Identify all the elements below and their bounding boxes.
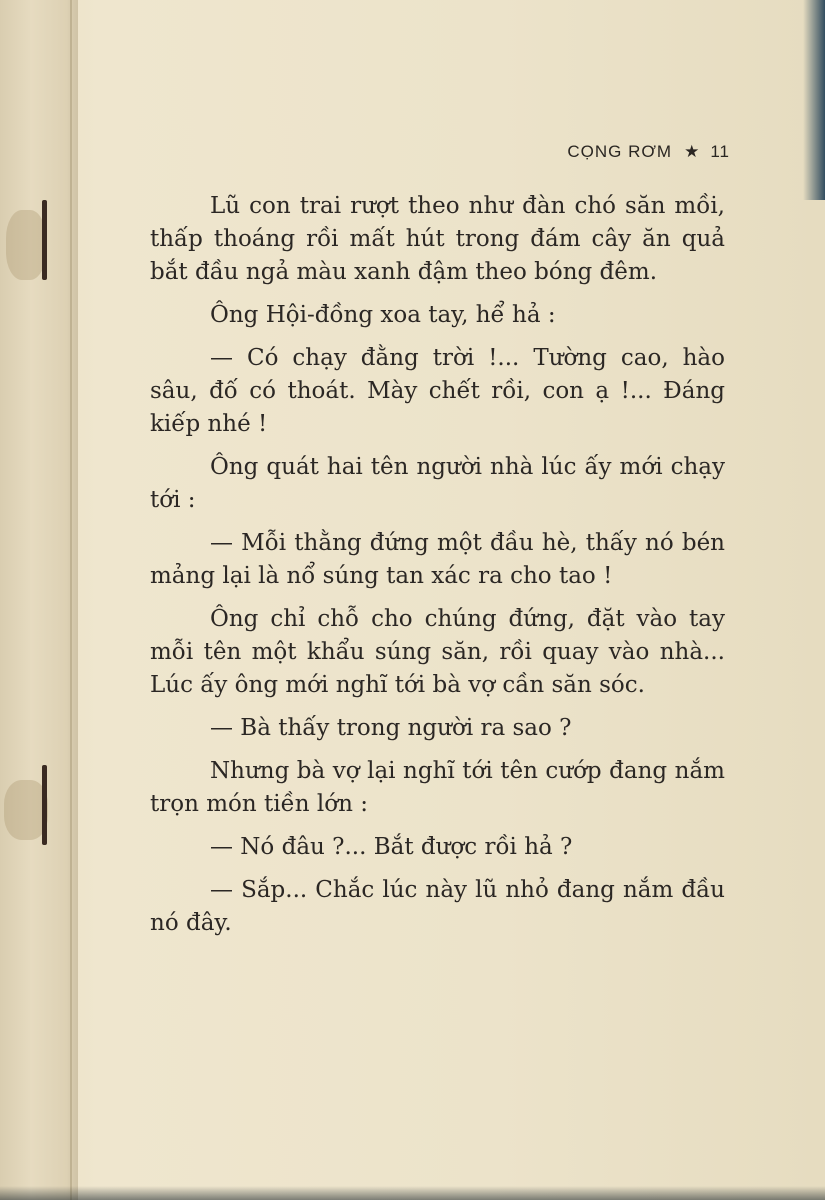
dialogue-paragraph: — Bà thấy trong người ra sao ?: [210, 715, 572, 741]
binding-staple-bottom: [42, 765, 47, 845]
paper-stain: [6, 210, 46, 280]
dialogue-paragraph: — Nó đâu ?... Bắt được rồi hả ?: [210, 834, 573, 860]
body-text: [150, 190, 725, 950]
running-header: [567, 142, 730, 162]
page-binding-margin: [0, 0, 78, 1200]
dialogue-paragraph: — Mỗi thằng đứng một đầu hè, thấy nó bén mảng lại là nổ súng tan xác ra cho tao !: [150, 530, 725, 589]
paragraph: Ông Hội-đồng xoa tay, hể hả :: [210, 302, 556, 328]
page-number: 11: [710, 142, 730, 161]
dialogue-paragraph: — Sắp... Chắc lúc này lũ nhỏ đang nắm đầu nó đây.: [150, 877, 725, 936]
star-icon: ★: [684, 142, 701, 161]
background-edge: [803, 0, 825, 200]
binding-staple-top: [42, 200, 47, 280]
dialogue-paragraph: — Có chạy đằng trời !... Tường cao, hào sâu, đố có thoát. Mày chết rồi, con ạ !... Đáng kiếp nhé !: [150, 345, 725, 437]
paragraph: Ông chỉ chỗ cho chúng đứng, đặt vào tay mỗi tên một khẩu súng săn, rồi quay vào nhà... Lúc ấy ông mới nghĩ tới bà vợ cần săn sóc.: [150, 606, 725, 698]
binding-fold-line: [70, 0, 72, 1200]
paragraph: Nhưng bà vợ lại nghĩ tới tên cướp đang nắm trọn món tiền lớn :: [150, 758, 725, 817]
paragraph: Ông quát hai tên người nhà lúc ấy mới chạy tới :: [150, 454, 725, 513]
running-title: CỌNG RƠM: [567, 142, 673, 161]
page-bottom-edge: [0, 1186, 825, 1200]
paragraph: Lũ con trai rượt theo như đàn chó săn mồi, thấp thoáng rồi mất hút trong đám cây ăn quả bắt đầu ngả màu xanh đậm theo bóng đêm.: [150, 193, 725, 285]
